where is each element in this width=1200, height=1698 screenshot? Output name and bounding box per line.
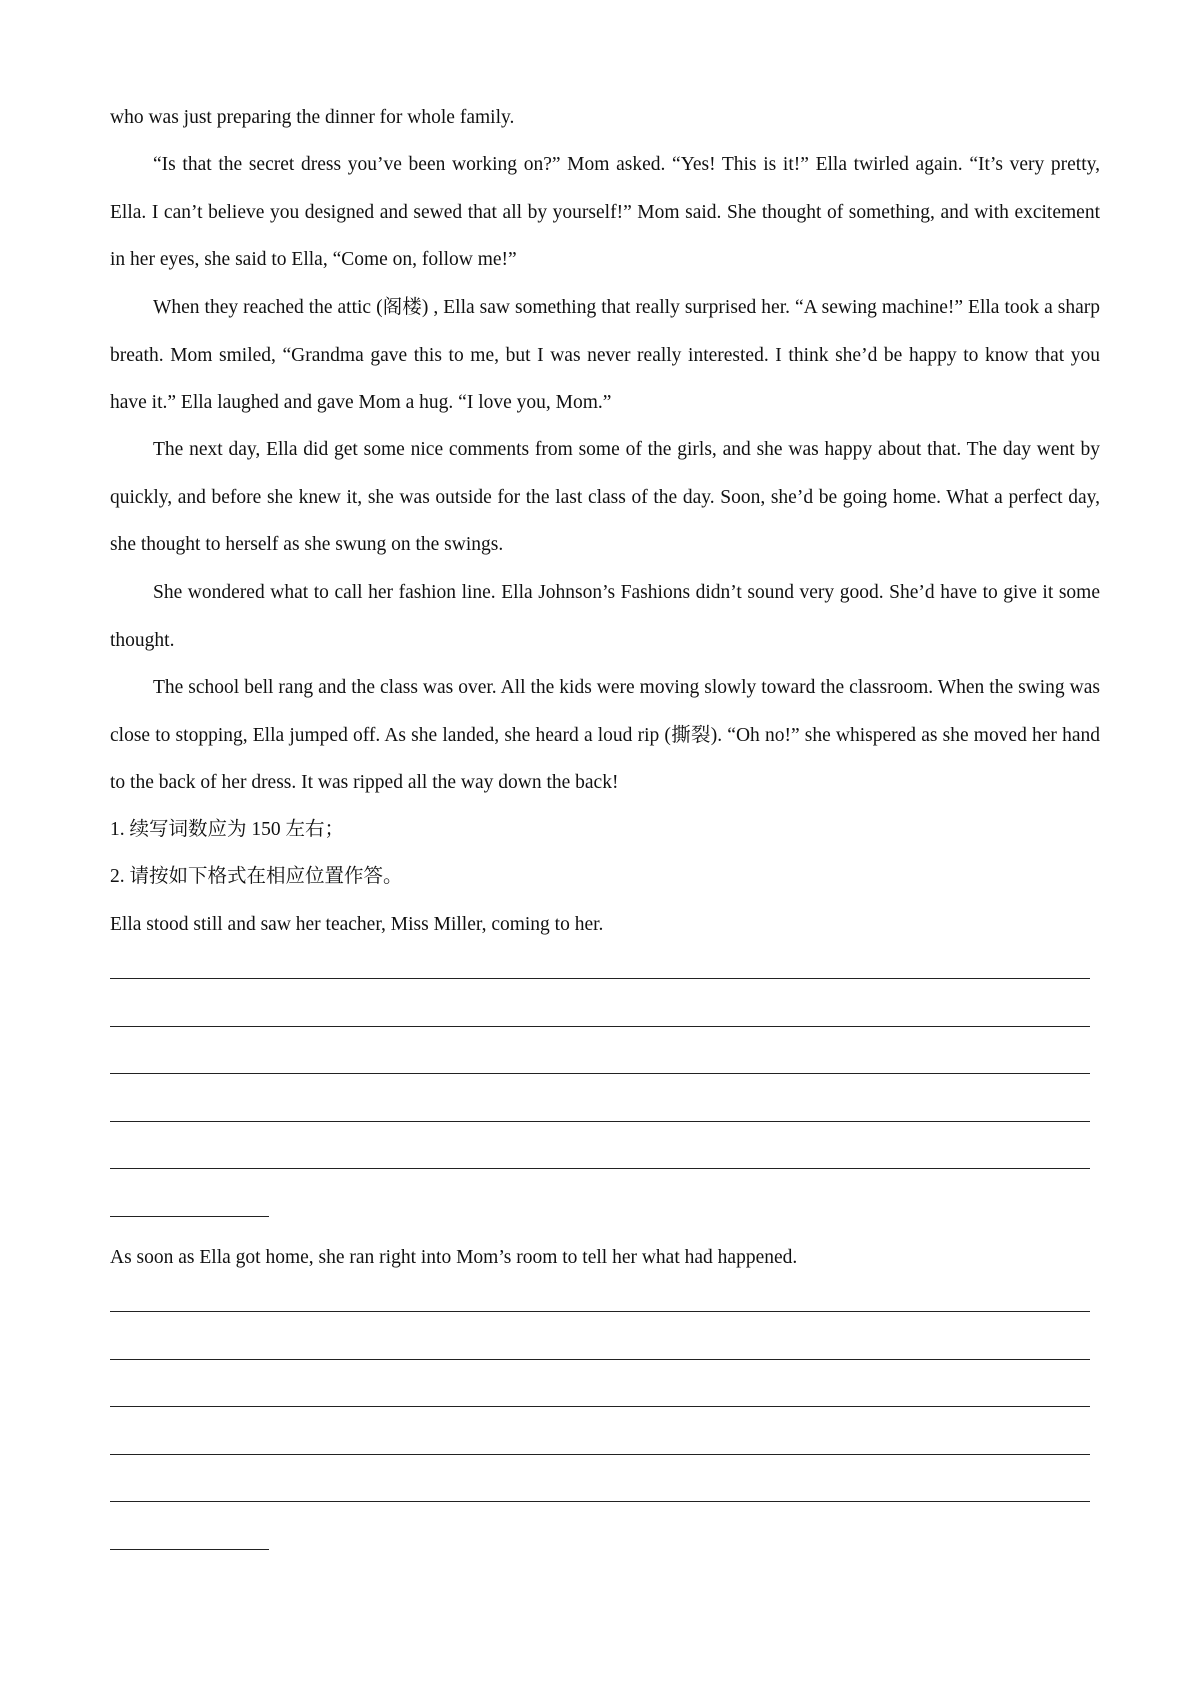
answer-line-short[interactable] [110,1216,269,1217]
answer-line[interactable] [110,1359,1090,1360]
instruction-item-2: 2. 请按如下格式在相应位置作答。 [110,866,403,887]
answer-line[interactable] [110,1454,1090,1455]
passage-paragraph-0: who was just preparing the dinner for whole family. [110,107,515,128]
answer-line[interactable] [110,1121,1090,1122]
answer-line[interactable] [110,1026,1090,1027]
passage-paragraph-2: When they reached the attic (阁楼) , Ella saw something that really surprised her. “A sewing machine!” Ella took a sharp breath. Mom smiled, “Grandma gave this to me, but I was never really interested. I think she’d be happy to know that you have it.” Ella laughed and gave Mom a hug. “I love you, Mom.” [110,297,1100,413]
instruction-item-1: 1. 续写词数应为 150 左右； [110,819,345,840]
continuation-prompt-1: Ella stood still and saw her teacher, Miss Miller, coming to her. [110,914,604,935]
passage-paragraph-5: The school bell rang and the class was over. All the kids were moving slowly toward the classroom. When the swing was close to stopping, Ella jumped off. As she landed, she heard a loud rip (撕裂). “Oh no!” she whispered as she moved her hand to the back of her dress. It was ripped all the way down the back! [110,677,1100,793]
passage-paragraph-4: She wondered what to call her fashion line. Ella Johnson’s Fashions didn’t sound very good. She’d have to give it some thought. [110,582,1100,651]
continuation-prompt-2: As soon as Ella got home, she ran right into Mom’s room to tell her what had happened. [110,1247,798,1268]
passage-paragraph-3: The next day, Ella did get some nice comments from some of the girls, and she was happy about that. The day went by quickly, and before she knew it, she was outside for the last class of the day. Soon, she’d be going home. What a perfect day, she thought to herself as she swung on the swings. [110,439,1100,555]
passage-paragraph-1: “Is that the secret dress you’ve been working on?” Mom asked. “Yes! This is it!” Ella twirled again. “It’s very pretty, Ella. I can’t believe you designed and sewed that all by yourself!” Mom said. She thought of something, and with excitement in her eyes, she said to Ella, “Come on, follow me!” [110,154,1100,270]
answer-line[interactable] [110,1073,1090,1074]
answer-line-short[interactable] [110,1549,269,1550]
answer-line[interactable] [110,1501,1090,1502]
answer-line[interactable] [110,1406,1090,1407]
answer-line[interactable] [110,1168,1090,1169]
answer-line[interactable] [110,978,1090,979]
answer-line[interactable] [110,1311,1090,1312]
